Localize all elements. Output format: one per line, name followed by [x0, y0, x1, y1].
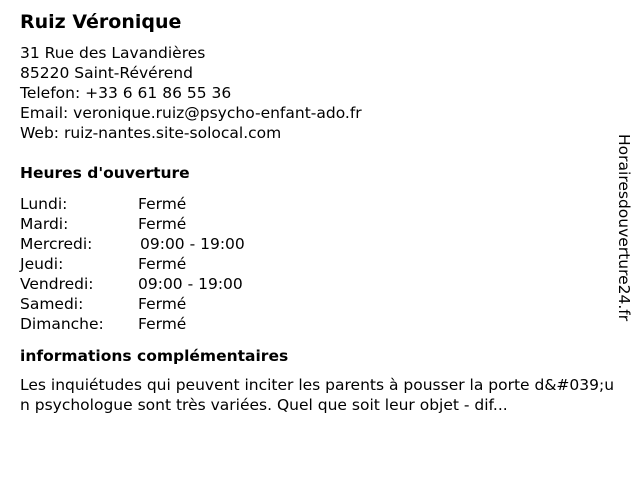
hours-row-monday: [20, 194, 610, 214]
hours-row-friday: [20, 274, 610, 294]
web-line: Web: ruiz-nantes.site-solocal.com: [20, 124, 282, 142]
hours-row-saturday: [20, 294, 610, 314]
info-text: Les inquiétudes qui peuvent inciter les parents à pousser la porte d&#039;un psychologue sont très variées. Quel que soit leur objet - dif...: [20, 376, 615, 414]
hours-value: Fermé: [138, 295, 187, 313]
hours-value: Fermé: [138, 195, 187, 213]
hours-row-tuesday: [20, 214, 610, 234]
hours-day: Vendredi:: [20, 275, 94, 293]
hours-day: Mercredi:: [20, 235, 93, 253]
hours-value: Fermé: [138, 215, 187, 233]
hours-row-thursday: [20, 254, 610, 274]
hours-title: Heures d'ouverture: [20, 164, 190, 182]
hours-value: 09:00 - 19:00: [140, 235, 245, 253]
business-card: [20, 10, 615, 415]
hours-value: Fermé: [138, 255, 187, 273]
business-name: Ruiz Véronique: [20, 11, 182, 33]
address-street: 31 Rue des Lavandières: [20, 44, 206, 62]
email-line: Email: veronique.ruiz@psycho-enfant-ado.fr: [20, 104, 362, 122]
hours-value: 09:00 - 19:00: [138, 275, 243, 293]
hours-day: Jeudi:: [20, 255, 64, 273]
brand-watermark: Horairesdouverture24.fr: [615, 134, 633, 322]
info-title: informations complémentaires: [20, 347, 289, 365]
hours-row-sunday: [20, 314, 610, 334]
phone-line: Telefon: +33 6 61 86 55 36: [20, 84, 232, 102]
hours-day: Lundi:: [20, 195, 68, 213]
hours-value: Fermé: [138, 315, 187, 333]
hours-day: Mardi:: [20, 215, 69, 233]
contact-block: [20, 43, 610, 143]
hours-row-wednesday: [20, 234, 610, 254]
address-city: 85220 Saint-Révérend: [20, 64, 193, 82]
hours-day: Samedi:: [20, 295, 84, 313]
hours-day: Dimanche:: [20, 315, 104, 333]
hours-table: [20, 194, 610, 334]
